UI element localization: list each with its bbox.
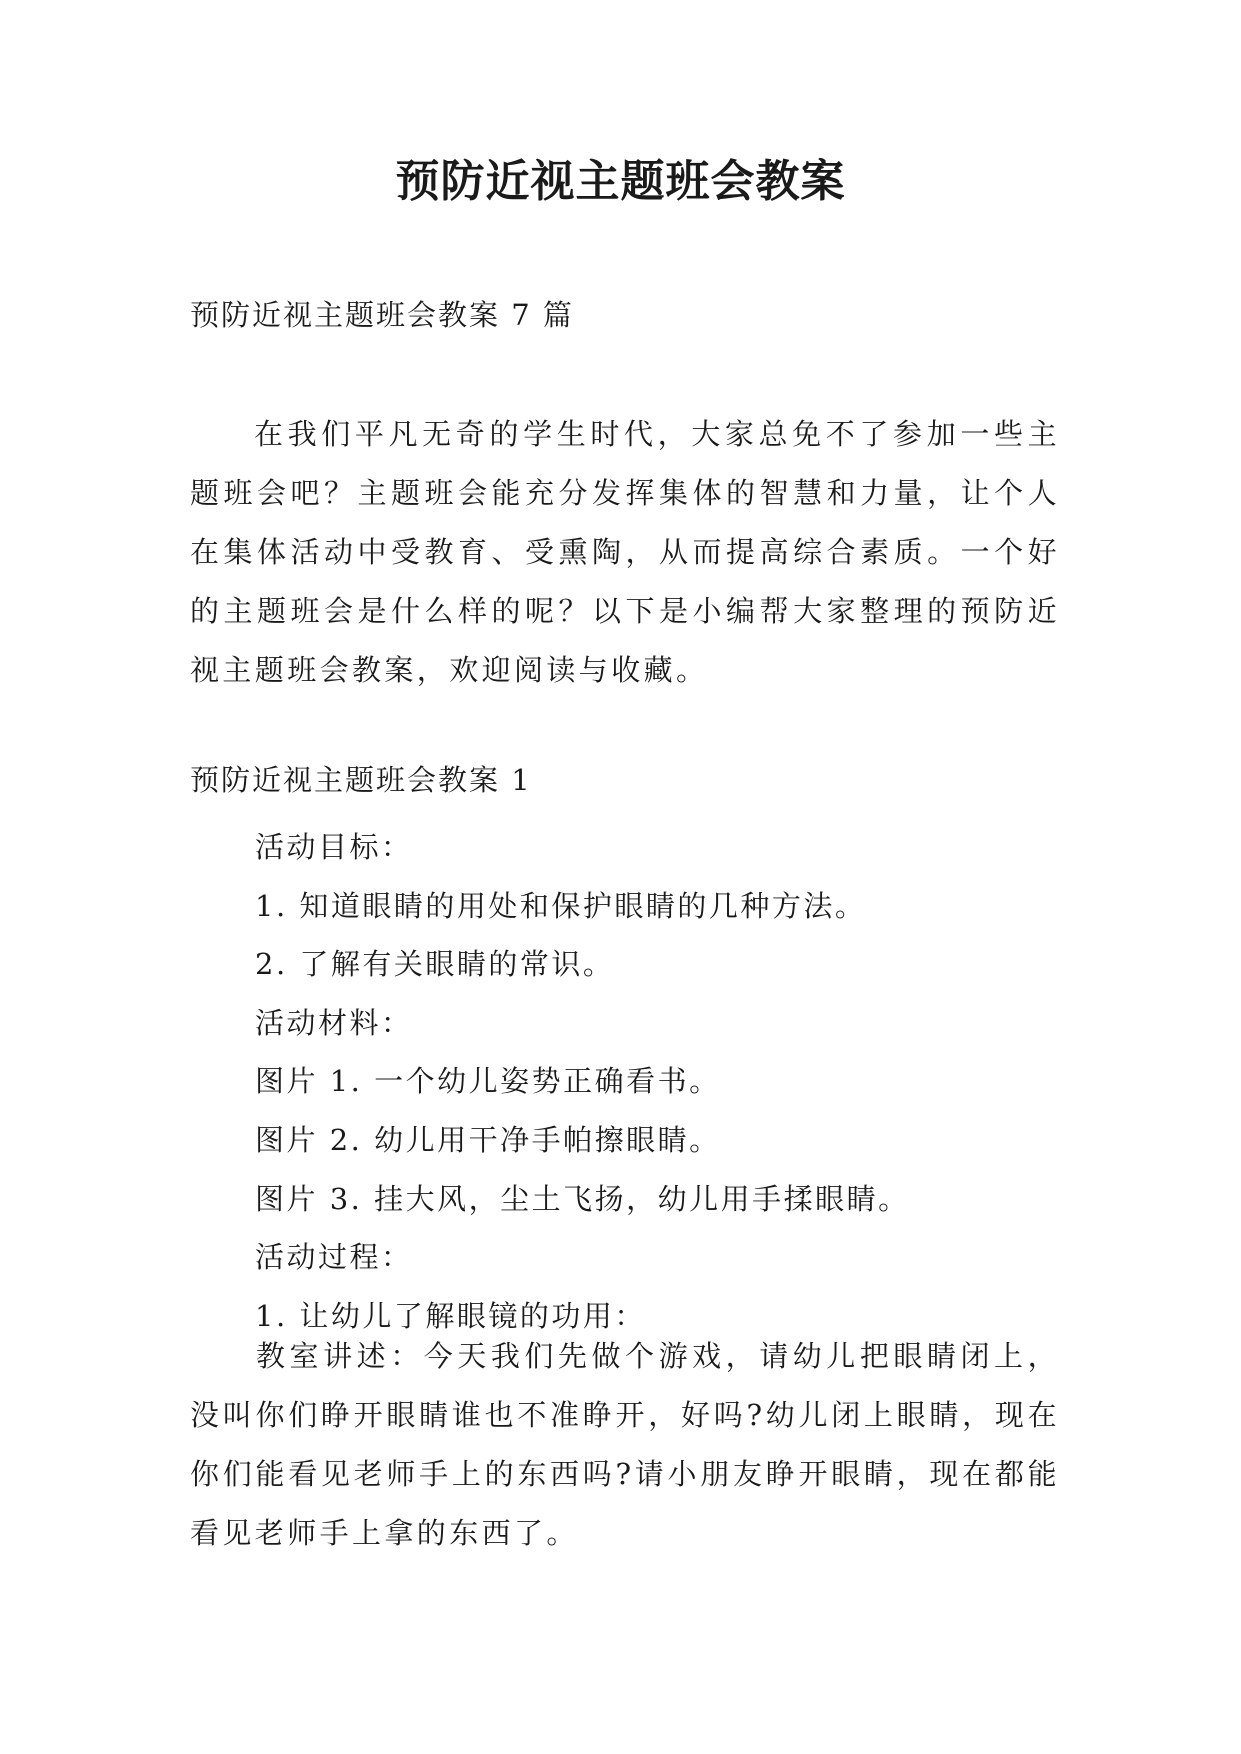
section-line: 活动过程： <box>255 1240 413 1275</box>
section-line: 活动材料： <box>255 1005 413 1040</box>
section-line: 2. 了解有关眼睛的常识。 <box>255 947 615 982</box>
section-line: 活动目标： <box>255 830 413 864</box>
section-line: 1. 让幼儿了解眼镜的功用： <box>255 1298 646 1333</box>
narration-paragraph: 教室讲述：今天我们先做个游戏，请幼儿把眼睛闭上，没叫你们睁开眼睛谁也不准睁开，好吗?幼儿闭上眼睛，现在你们能看见老师手上的东西吗?请小朋友睁开眼睛，现在都能看见老师手上拿的东西了。 <box>190 1339 1060 1550</box>
document-subtitle: 预防近视主题班会教案 7 篇 <box>190 298 574 332</box>
section-heading: 预防近视主题班会教案 1 <box>190 763 532 797</box>
section-lines <box>255 818 910 1345</box>
section-line: 图片 2. 幼儿用干净手帕擦眼睛。 <box>255 1122 721 1157</box>
section-line: 1. 知道眼睛的用处和保护眼睛的几种方法。 <box>255 888 867 923</box>
section-line: 图片 1. 一个幼儿姿势正确看书。 <box>255 1064 721 1099</box>
document-title: 预防近视主题班会教案 <box>395 156 846 207</box>
section-line: 图片 3. 挂大风，尘土飞扬，幼儿用手揉眼睛。 <box>255 1181 910 1216</box>
intro-paragraph: 在我们平凡无奇的学生时代，大家总免不了参加一些主题班会吧？主题班会能充分发挥集体的智慧和力量，让个人在集体活动中受教育、受熏陶，从而提高综合素质。一个好的主题班会是什么样的呢？以下是小编帮大家整理的预防近视主题班会教案，欢迎阅读与收藏。 <box>190 417 1060 687</box>
